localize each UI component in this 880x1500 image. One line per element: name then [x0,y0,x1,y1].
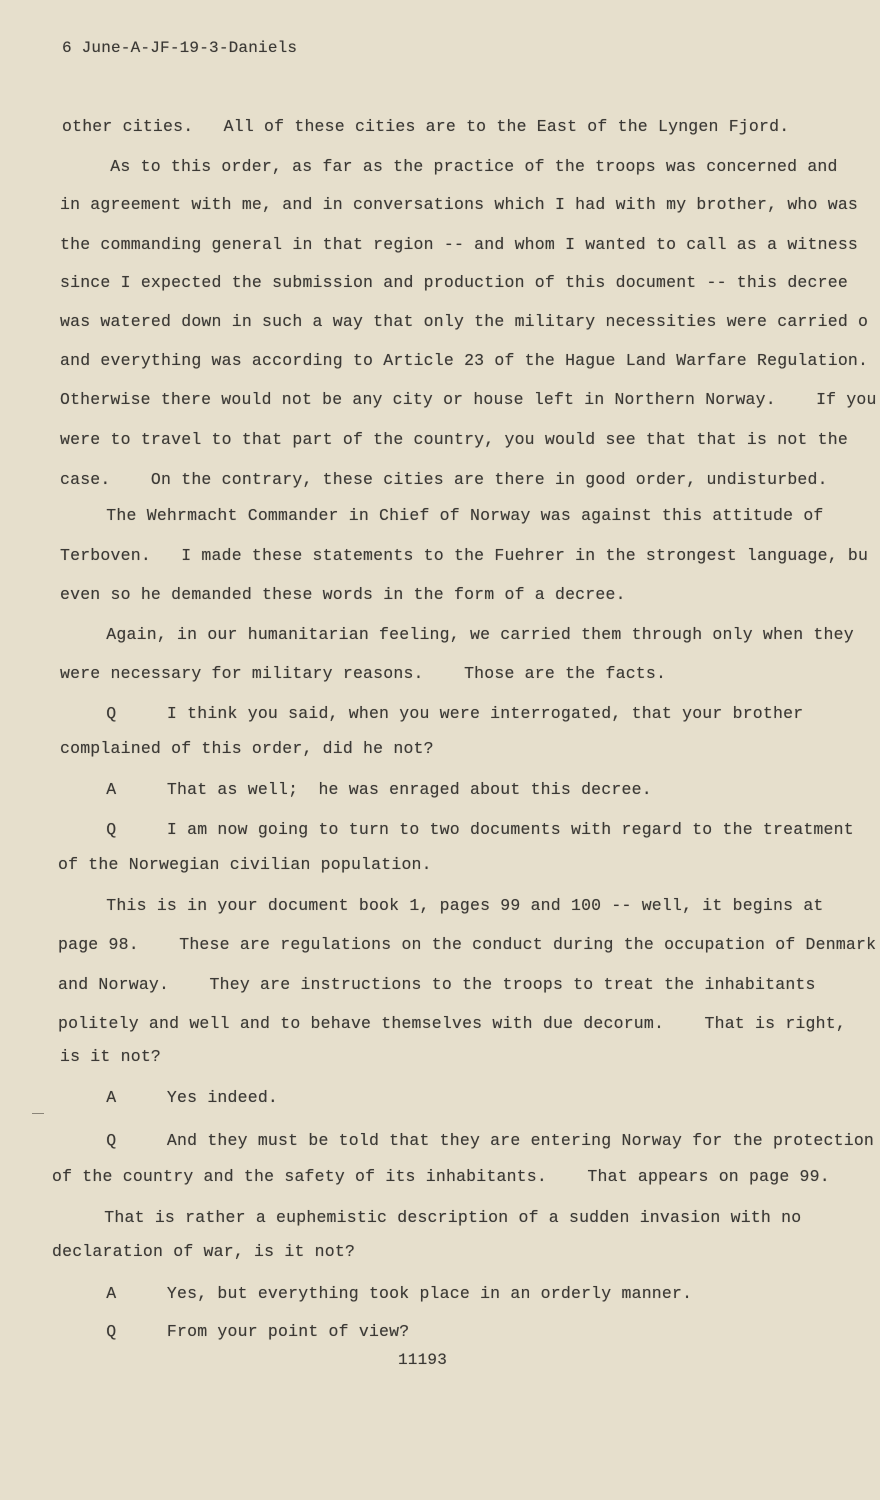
text-line: in agreement with me, and in conversations which I had with my brother, who was [60,195,859,214]
text-line: Again, in our humanitarian feeling, we carried them through only when they [76,625,854,644]
answer-line: A Yes indeed. [76,1088,279,1107]
text-line: The Wehrmacht Commander in Chief of Norway was against this attitude of [76,506,824,525]
text-line: declaration of war, is it not? [52,1242,356,1261]
text-line: and Norway. They are instructions to the troops to treat the inhabitants [58,975,816,994]
document-reference-header: 6 June-A-JF-19-3-Daniels [62,39,298,57]
text-line: and everything was according to Article 23 of the Hague Land Warfare Regulation. [60,351,869,370]
text-line: since I expected the submission and production of this document -- this decree [60,273,848,292]
text-line: Terboven. I made these statements to the Fuehrer in the strongest language, bu [60,546,869,565]
text-line: This is in your document book 1, pages 99 and 100 -- well, it begins at [76,896,824,915]
answer-line: A Yes, but everything took place in an orderly manner. [76,1284,693,1303]
text-line: complained of this order, did he not? [60,739,434,758]
text-line: were to travel to that part of the country, you would see that that is not the [60,430,848,449]
question-line: Q I think you said, when you were interrogated, that your brother [76,704,804,723]
question-line: Q And they must be told that they are entering Norway for the protection [76,1131,875,1150]
text-line: Otherwise there would not be any city or house left in Northern Norway. If you [60,390,877,409]
text-line: the commanding general in that region -- and whom I wanted to call as a witness [60,235,859,254]
page-number: 11193 [398,1351,448,1369]
text-line: page 98. These are regulations on the conduct during the occupation of Denmark [58,935,877,954]
text-line: even so he demanded these words in the form of a decree. [60,585,626,604]
text-line: of the Norwegian civilian population. [58,855,432,874]
margin-tick-mark [32,1113,44,1114]
answer-line: A That as well; he was enraged about this decree. [76,780,652,799]
text-line: As to this order, as far as the practice of the troops was concerned and [80,157,838,176]
text-line: other cities. All of these cities are to the East of the Lyngen Fjord. [62,117,790,136]
text-line: were necessary for military reasons. Those are the facts. [60,664,667,683]
text-line: of the country and the safety of its inhabitants. That appears on page 99. [52,1167,830,1186]
text-line: case. On the contrary, these cities are there in good order, undisturbed. [60,470,828,489]
text-line: is it not? [60,1047,162,1066]
question-line: Q I am now going to turn to two documents with regard to the treatment [76,820,854,839]
text-line: was watered down in such a way that only the military necessities were carried o [60,312,869,331]
text-line: That is rather a euphemistic description of a sudden invasion with no [74,1208,802,1227]
question-line: Q From your point of view? [76,1322,410,1341]
text-line: politely and well and to behave themselves with due decorum. That is right, [58,1014,846,1033]
